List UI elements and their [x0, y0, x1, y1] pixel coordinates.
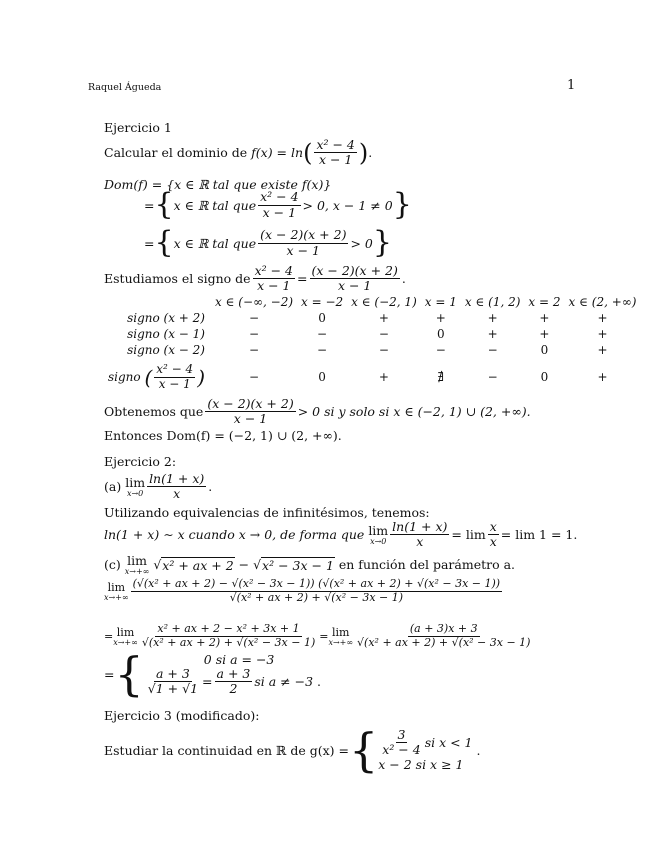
lim-word: lim [332, 625, 350, 639]
set-condition-text: x ∈ ℝ tal que [173, 197, 257, 213]
fraction-denominator: 2 [229, 681, 238, 696]
equivalence-line [104, 520, 577, 550]
conjugate-expansion [104, 578, 504, 604]
fraction-numerator: x² − 4 [156, 361, 194, 376]
exercise-3-title: Ejercicio 3 (modificado): [104, 708, 260, 723]
fraction-numerator: x² − 4 [316, 137, 355, 152]
domain-equation-2 [144, 225, 392, 260]
paren-close: ) [358, 138, 369, 167]
g-case-2: x − 2 si x ≥ 1 [378, 757, 464, 773]
lim-subscript: x→+∞ [113, 637, 138, 647]
signo-word: signo [108, 369, 141, 384]
sign-table-header: x ∈ (2, +∞) [568, 295, 637, 309]
fraction-denominator: x − 1 [337, 278, 372, 294]
brace-close: } [372, 225, 392, 260]
fraction-denominator: x − 1 [286, 242, 320, 258]
sign-table-header: x ∈ (1, 2) [464, 295, 521, 309]
parameter-text: en función del parámetro a. [338, 557, 516, 572]
sign-row-label: signo (x − 1) [127, 327, 205, 341]
fraction-denominator: x − 1 [318, 152, 353, 168]
piecewise-g [378, 728, 472, 773]
brace-close: } [392, 187, 412, 222]
sign-cell: + [597, 370, 608, 384]
set-condition-rest: > 0, x − 1 ≠ 0 [302, 197, 393, 213]
fraction-numerator: 3 [397, 726, 406, 742]
fraction-denominator: x [173, 486, 181, 502]
equals-sign: = [144, 235, 155, 251]
g-case-1 [378, 728, 472, 758]
sign-cell: − [248, 311, 260, 325]
sign-cell: ∄ [437, 370, 445, 384]
fraction-equiv-1 [390, 520, 449, 550]
set-condition-rest: > 0 [350, 235, 373, 251]
sign-cell: − [487, 370, 498, 384]
sign-table-header: x = 2 [528, 295, 561, 309]
fraction-simplify-1 [140, 623, 317, 649]
sign-cell: − [378, 327, 389, 341]
fraction-denominator: x [416, 534, 424, 550]
sign-row-label: signo (x − 2) [127, 343, 205, 357]
fraction-case-2b [215, 667, 253, 697]
equals-sign: = [104, 666, 115, 682]
fraction-eq2 [258, 228, 348, 258]
sign-cell: − [248, 327, 260, 341]
sign-cell: + [597, 343, 608, 357]
simplification-line: = lim x→+∞ $\frac{\text{x² + ax + 2 − x² + 3x + 1}}{\text{√(x² + ax + 2) + √(x² − 3x − 1)}}$ = lim x→+∞ $\frac{(a + 3)x + 3}{\text{√(x² + ax + 2) + √(x² − 3x − 1)}}$ [104, 622, 531, 649]
equals-sign: = [144, 197, 155, 213]
sign-study-text: Estudiamos el signo de [104, 271, 251, 287]
sign-table [104, 294, 640, 396]
fraction-denominator: x − 1 [257, 278, 291, 294]
sign-cell: − [248, 343, 260, 357]
fraction-row [154, 363, 195, 392]
sign-cell: + [487, 311, 498, 325]
fraction-numerator: (√(x² + ax + 2) − √(x² − 3x − 1)) (√(x² + ax + 2) + √(x² − 3x − 1)) [132, 577, 501, 590]
fraction-numerator: x² + ax + 2 − x² + 3x + 1 [157, 622, 300, 635]
domain-equation-1 [144, 187, 412, 222]
fraction-numerator: (x − 2)(x + 2) [311, 263, 398, 278]
fraction-denominator: √(x² + ax + 2) + √(x² − 3x − 1) [229, 590, 404, 604]
set-condition-text: x ∈ ℝ tal que [173, 235, 257, 251]
fraction-denominator: x − 1 [158, 376, 191, 391]
sign-row-label-fraction [104, 358, 211, 396]
fraction-eq1 [258, 190, 300, 220]
domain-definition: Dom(f) = {x ∈ ℝ tal que existe f(x)} [104, 177, 332, 192]
sign-table-header: x ∈ (−∞, −2) [215, 295, 294, 309]
sign-cell: + [597, 327, 608, 341]
continuity-text: Estudiar la continuidad en ℝ de g(x) = [104, 742, 349, 758]
brace-open: { [154, 187, 174, 222]
fraction-numerator: ln(1 + x) [392, 519, 448, 534]
limit-operator [368, 523, 388, 546]
fraction-simplify-2 [355, 623, 532, 649]
sign-cell: + [539, 311, 550, 325]
fraction-equiv-2 [488, 520, 499, 550]
sign-cell: 0 [318, 311, 326, 325]
sign-cell: + [378, 370, 389, 384]
page-number: 1 [567, 78, 576, 93]
equals-sign: = [104, 629, 114, 643]
sign-table-row [104, 326, 640, 342]
sign-cell: − [317, 343, 328, 357]
fraction-study-2 [310, 264, 400, 294]
sign-cell: − [317, 327, 328, 341]
sign-row-label: signo (x + 2) [127, 311, 205, 325]
sign-table-header: x ∈ (−2, 1) [351, 295, 417, 309]
equiv-mid: = lim [451, 527, 486, 543]
limit-operator [125, 553, 150, 576]
limit-operator [125, 475, 145, 498]
sign-table-corner [104, 294, 211, 310]
sqrt-expression-a: x² + ax + 2 [162, 557, 234, 573]
fraction-numerator: ln(1 + x) [149, 471, 205, 486]
lim-subscript: x→+∞ [104, 592, 129, 602]
continuity-statement: Estudiar la continuidad en ℝ de g(x) = { $\frac{3}{\text{x² − 4}}$ si x < 1 x − 2 si x ≥ 1 . [104, 723, 481, 777]
fraction-denominator: x² − 4 [382, 742, 421, 757]
lim-word: lim [116, 625, 135, 639]
fraction-numerator: x² − 4 [260, 189, 299, 205]
equiv-end: = lim 1 = 1. [500, 527, 578, 543]
brace-open: { [114, 647, 144, 701]
paren-open: ( [144, 365, 153, 389]
sqrt-expression-b: x² − 3x − 1 [262, 557, 334, 573]
sign-cell: 0 [436, 327, 445, 341]
fraction-numerator: x [489, 519, 497, 534]
fraction-denominator: x [489, 534, 497, 550]
lim-subscript: x→0 [370, 537, 387, 547]
limit-operator [113, 626, 138, 647]
result-line [104, 397, 531, 427]
limit-operator [104, 581, 129, 602]
sign-table-row [104, 310, 640, 326]
function-f-lhs: f(x) = ln [251, 145, 304, 161]
sign-cell: 0 [318, 370, 326, 384]
lim-word: lim [125, 475, 146, 491]
fraction-f [314, 138, 356, 168]
case-1: 0 si a = −3 [203, 651, 275, 667]
sign-table-row [104, 358, 640, 396]
fraction-numerator: (x − 2)(x + 2) [207, 396, 294, 411]
sign-cell: − [378, 343, 389, 357]
sign-table-row [104, 342, 640, 358]
fraction-denominator: x − 1 [262, 204, 297, 220]
fraction-numerator: a + 3 [216, 665, 251, 681]
sign-cell: 0 [540, 370, 549, 384]
limit-c-line: (c) lim x→+∞ √ x² + ax + 2 − √ x² − 3x − 1 en función del parámetro a. [104, 553, 516, 576]
sign-table-header-row [104, 294, 640, 310]
fraction-study-1 [253, 264, 295, 294]
g-case-1-condition: si x < 1 [424, 735, 473, 750]
fraction-case-2a [146, 667, 200, 697]
fraction-denominator: x − 1 [233, 411, 268, 427]
equivalence-intro: Utilizando equivalencias de infinitésimos, tenemos: [104, 505, 430, 520]
sign-cell: − [435, 343, 446, 357]
limit-operator [328, 626, 353, 647]
fraction-denominator: √1 + √1 [147, 681, 199, 696]
fraction-numerator: (x − 2)(x + 2) [260, 227, 347, 243]
lim-word: lim [368, 523, 389, 539]
sign-cell: + [378, 311, 389, 325]
case-2: $\frac{a + 3}{√1 + √1}$ = $\frac{a + 3}{2}$ si a ≠ −3 . [147, 665, 321, 696]
exercise-1-title: Ejercicio 1 [104, 120, 172, 135]
sign-cell: + [435, 311, 446, 325]
fraction-numerator: x² − 4 [254, 263, 294, 278]
statement-text: Calcular el dominio de [104, 145, 248, 161]
brace-open: { [154, 225, 174, 260]
brace-open: { [348, 723, 379, 777]
item-label-c: (c) [104, 557, 121, 572]
paren-open: ( [303, 138, 313, 167]
sign-study-line: Estudiamos el signo de $\frac{\text{x² − 4}}{x - 1}$ = $\frac{(x - 2)(x + 2)}{x - 1}$ . [104, 263, 406, 294]
sign-cell: 0 [540, 343, 549, 357]
lim-word: lim [127, 553, 147, 568]
result-text: Obtenemos que [104, 404, 204, 420]
fraction-denominator: √(x² + ax + 2) + √(x² − 3x − 1) [357, 635, 531, 649]
paren-close: ) [197, 365, 205, 389]
sign-cell: + [539, 327, 550, 341]
limit-a-line: (a) lim x→0 $\frac{\ln(1 + x)}{x}$ . [104, 471, 213, 502]
exercise-2-title: Ejercicio 2: [104, 454, 177, 469]
fraction-conjugate [131, 578, 503, 604]
result-condition: > 0 si y solo si x ∈ (−2, 1) ∪ (2, +∞). [297, 404, 531, 420]
running-header-author: Raquel Águeda [88, 82, 162, 93]
lim-word: lim [107, 580, 126, 594]
equivalence-text: ln(1 + x) ∼ x cuando x → 0, de forma que [104, 527, 365, 543]
item-label-a: (a) [104, 479, 122, 495]
sign-cell: + [487, 327, 498, 341]
sign-cell: + [597, 311, 608, 325]
fraction-numerator: a + 3 [155, 665, 190, 681]
fraction-denominator: √(x² + ax + 2) + √(x² − 3x − 1) [141, 635, 316, 649]
sign-table-header: x = −2 [301, 295, 344, 309]
sign-table-header: x = 1 [424, 295, 457, 309]
fraction-limit-a [147, 472, 206, 502]
fraction-g [380, 728, 422, 758]
domain-conclusion: Entonces Dom(f) = (−2, 1) ∪ (2, +∞). [104, 428, 342, 443]
piecewise-cases [144, 652, 321, 697]
case-2-condition: si a ≠ −3 [254, 674, 314, 689]
lim-subscript: x→0 [126, 489, 144, 499]
lim-subscript: x→+∞ [328, 637, 354, 647]
exercise-1-statement: Calcular el dominio de f(x) = ln ( $\frac{\text{x² − 4}}{x - 1}$ ) . [104, 137, 373, 168]
sign-cell: − [487, 343, 498, 357]
fraction-numerator: (a + 3)x + 3 [409, 622, 478, 635]
fraction-result [205, 397, 295, 427]
piecewise-result [104, 647, 321, 701]
lim-subscript: x→+∞ [124, 567, 150, 576]
sign-cell: − [248, 370, 260, 384]
